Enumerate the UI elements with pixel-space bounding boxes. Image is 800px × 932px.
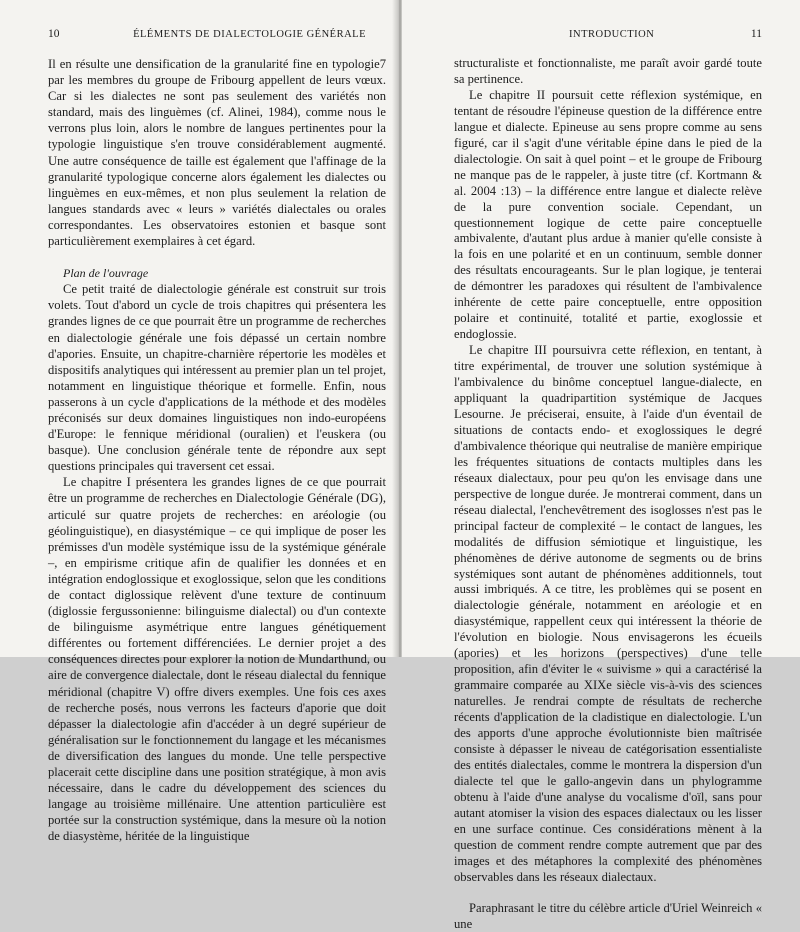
right-page-body xyxy=(454,56,762,932)
left-page xyxy=(0,0,398,844)
left-running-title: ÉLÉMENTS DE DIALECTOLOGIE GÉNÉRALE xyxy=(133,29,366,40)
right-paragraph-1: structuraliste et fonctionnaliste, me paraît avoir gardé toute sa pertinence. xyxy=(454,56,762,86)
right-running-head xyxy=(454,28,762,46)
right-paragraph-2: Le chapitre II poursuit cette réflexion systémique, en tentant de résoudre l'épineuse question de la différence entre langue et dialecte. Epineuse au sens propre comme au sens figuré, car il s'agit d'une véritable épine dans le pied de la dialectologie. On sait à quel point – et le groupe de Fribourg ne manque pas de le rappeler, à juste titre (cf. Kortmann & al. 2004 :13) – la différence entre langue et dialecte relève de la pure convention sociale. Cependant, un questionnement logique de cette paire conceptuelle ambivalente, d'autant plus ardue à manier qu'elle consiste à la fois en une polarité et en un continuum, semble donner des résultats encourageants. Sur le plan logique, je tenterai de démontrer les paradoxes qui résultent de l'ambivalence inhérente de cette paire conceptuelle, entre opposition polaire et continuité, totalité et partie, exoglossie et endoglossie. xyxy=(454,87,762,342)
left-paragraph-2: Ce petit traité de dialectologie générale est construit sur trois volets. Tout d'abord un cycle de trois chapitres qui présentera les grandes lignes de ce que pourrait être un programme de recherches en dialectologie générale une fois dépassé un certain nombre d'apories. Ensuite, un chapitre-charnière répertorie les modèles et dispositifs analytiques qui intéressent au premier plan un tel projet, notamment en linguistique théorique et formelle. Enfin, nous passerons à un cycle d'applications de la méthode et des modèles préconisés sur deux domaines linguistiques non indo-européens d'Europe: le fennique méridional (ouralien) et l'euskera (ou basque). Une conclusion générale tente de répondre aux sept questions principales qui traversent cet essai. xyxy=(48,282,386,474)
left-page-number: 10 xyxy=(48,28,60,40)
left-page-body xyxy=(48,56,386,845)
right-paragraph-3: Le chapitre III poursuivra cette réflexion, en tentant, à titre expérimental, de trouver une solution systémique à l'ambivalence du binôme conceptuel langue-dialecte, en appliquant la quadripartition systémique de Jacques Lesourne. Je préciserai, ensuite, à l'aide d'un éventail de situations de contacts endo- et exoglossiques le degré d'ambivalence théorique qui neutralise de manière empirique les fréquentes situations de contacts multiples dans les réseaux dialectaux, pour peu qu'on les envisage dans une perspective de longue durée. Je montrerai comment, dans un réseau dialectal, l'enchevêtrement des isoglosses n'est pas le principal facteur de complexité – le contact de langues, les modalités de diffusion sémiotique et linguistique, les phénomènes de dérive autonome de segments ou de brins systémiques sont autant de phénomènes additionnels, tout aussi imbriqués. A ce titre, les problèmes qui se posent en dialectologie générale, notamment en aréologie et en diasystémique, rappellent ceux qui intéressent la théorie de l'évolution en biologie. Nous envisagerons les écueils (apories) et les horizons (perspectives) d'une telle proposition, afin d'éviter le « suivisme » qui a caractérisé la grammaire comparée au XIXe siècle vis-à-vis des sciences naturelles. Je rendrai compte de résultats de recherche récents d'application de la cladistique en dialectologie. L'un des apports d'une approche évolutionniste bien maîtrisée consiste à dépasser le niveau de catégorisation essentialiste des entités dialectales, comme le montrera la dispersion d'un dialecte tel que le gallo-angevin dans un phylogramme obtenu à l'aide d'une analyse du vocalisme d'oïl, sans pour autant atomiser la vision des espaces dialectaux ou les lisser en une surface continue. Ces considérations mènent à la question de comment rendre compte autrement que par des images et des métaphores la complexité des phénomènes observables dans les réseaux dialectaux. xyxy=(454,343,762,884)
right-page xyxy=(402,0,800,931)
left-running-head xyxy=(48,28,386,46)
section-subheading: Plan de l'ouvrage xyxy=(63,266,149,281)
left-paragraph-1: Il en résulte une densification de la granularité fine en typologie7 par les membres du groupe de Fribourg appellent de leurs vœux. Car si les dialectes ne sont pas seulement des variétés non standard, mais des linguèmes (cf. Alinei, 1984), comme nous le verrons plus loin, alors le nombre de langues pertinentes pour la typologie linguistique s'en trouve considérablement augmenté. Une autre conséquence de taille est également que l'affinage de la granularité typologique concerne alors également les dialectes ou linguèmes en eux-mêmes, et non plus seulement la relation de langues standards avec « leurs » variétés dialectales ou orales correspondantes. Les observatoires estonien et basque sont particulièrement exemplaires à cet égard. xyxy=(48,57,386,249)
right-running-title: INTRODUCTION xyxy=(569,29,655,40)
right-paragraph-4: Paraphrasant le titre du célèbre article d'Uriel Weinreich « une xyxy=(454,900,762,931)
left-paragraph-3: Le chapitre I présentera les grandes lignes de ce que pourrait être un programme de recherches en Dialectologie Générale (DG), articulé sur quatre projets de recherches: en aréologie (ou géolinguistique), en diasystémique – ce qui implique de poser les prémisses d'un modèle systémique issu de la systémique générale –, en empirisme critique afin de qualifier les données et en intégration endoglossique et exoglossique, selon que les conditions de contact diglossique relèvent d'une texture de continuum (diglossie fergussonienne: bilinguisme dialectal) ou d'un contexte de bilinguisme asymétrique entre langues génétiquement différentes ou fortement différenciées. Le dernier projet a des conséquences directes pour explorer la notion de Mundarthund, ou aire de convergence dialectale, dont le réseau dialectal du fennique méridional (chapitre V) offre divers exemples. Une fois ces axes de recherche posés, nous verrons les facteurs d'aporie que doit dépasser la dialectologie afin d'accéder à un degré supérieur de généralisation sur le fonctionnement du langage et les mécanismes de diversification des langues du monde. Une telle perspective placerait cette discipline dans une position stratégique, à mon avis nécessaire, dans le cadre du développement des sciences du langage au troisième millénaire. Une attention particulière est portée sur la construction systémique, dans la mesure où la notion de diasystème, héritée de la linguistique xyxy=(48,475,386,844)
right-page-number: 11 xyxy=(750,28,762,40)
